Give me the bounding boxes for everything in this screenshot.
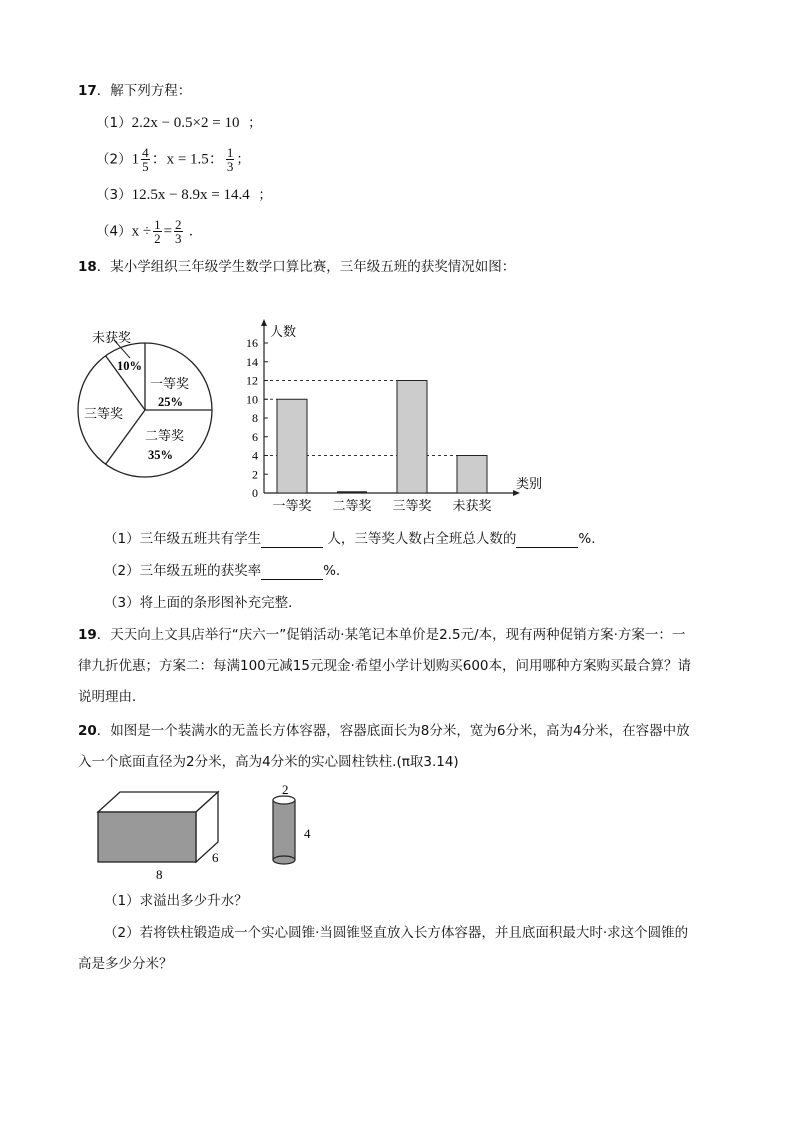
- bar-y-tick-label: 10: [246, 392, 258, 407]
- cylinder-top: [273, 796, 295, 804]
- bar-y-tick-label: 14: [246, 354, 258, 369]
- q20-line1: [78, 722, 690, 740]
- bar-y-tick-label: 16: [246, 336, 258, 350]
- cylinder-height-label: 4: [304, 826, 311, 841]
- cylinder-bottom: [273, 856, 295, 864]
- box-figure: [88, 782, 238, 882]
- q17-item-2-whole: 1: [131, 151, 140, 168]
- q17-number: 17: [78, 83, 97, 99]
- q19-line3: 说明理由．: [78, 689, 146, 705]
- pie-label-third: 三等奖: [84, 407, 124, 422]
- q18-blank-third-pct[interactable]: [516, 533, 578, 548]
- box-length-label: 8: [156, 867, 163, 882]
- pie-pct-first: 25%: [158, 395, 183, 409]
- bar-x-category-label: 三等奖: [392, 499, 432, 514]
- q19-line1: [78, 626, 685, 644]
- q19-number: 19: [78, 627, 97, 643]
- q17-title: [78, 82, 191, 100]
- q17-item-4-tail: ．: [188, 223, 203, 240]
- q17-item-2-frac-2: $\frac{1}{3}$: [226, 145, 234, 174]
- q18-sub1-a: （1）三年级五班共有学生: [104, 531, 262, 547]
- q17-item-4-eq: =: [163, 223, 173, 240]
- q17-item-4-frac-2: $\frac{2}{3}$: [175, 217, 182, 246]
- bar-y-tick-label: 12: [246, 373, 258, 388]
- q18-blank-award-rate[interactable]: [261, 565, 323, 580]
- q18-sub2-b: %.: [323, 563, 341, 579]
- q20-sub1: （1）求溢出多少升水？: [104, 893, 248, 909]
- bar-x-categories: [272, 498, 491, 514]
- q19-line1-text: ．天天向上文具店举行“庆六一”促销活动·某笔记本单价是2.5元/本，现有两种促销方案·方案一：一: [96, 627, 686, 643]
- pie-label-none: 未获奖: [92, 331, 132, 346]
- q17-item-4-label: （4）: [96, 223, 132, 240]
- pie-label-first: 一等奖: [150, 377, 190, 392]
- bar-y-tick-label: 4: [252, 448, 258, 463]
- q18-number: 18: [78, 259, 97, 275]
- q17-item-2-mid: ：x = 1.5：: [151, 151, 224, 168]
- bar-x-category-label: 二等奖: [332, 499, 372, 514]
- q17-item-2-tail: ；: [236, 151, 250, 168]
- bar-y-tick-label: 2: [252, 467, 258, 482]
- q17-item-2-label: （2）: [96, 151, 132, 168]
- q17-item-2-frac-1: $\frac{4}{5}$: [142, 145, 149, 174]
- cylinder-figure: [262, 784, 322, 874]
- box-width-label: 6: [212, 850, 219, 865]
- bar-y-ticks: [246, 336, 268, 500]
- cylinder-body: [273, 800, 295, 860]
- q17-item-4: [96, 218, 202, 252]
- q20-number: 20: [78, 723, 97, 739]
- bar-y-label: 人数: [270, 325, 297, 340]
- pie-label-second: 二等奖: [145, 429, 185, 444]
- bar-1: [277, 399, 307, 493]
- q17-item-3: [96, 186, 272, 204]
- bar-y-tick-label: 8: [252, 411, 258, 425]
- box-front-face: [98, 812, 196, 862]
- q17-item-1-expr: 2.2x − 0.5×2 = 10: [131, 115, 240, 131]
- q17-item-3-tail: ；: [258, 187, 272, 203]
- bar-x-category-label: 一等奖: [272, 499, 312, 514]
- q20-sub2-line1: （2）若将铁柱锻造成一个实心圆锥·当圆锥竖直放入长方体容器，并且底面积最大时·求这个圆锥的: [104, 925, 689, 941]
- q18-title: [78, 258, 515, 276]
- q18-sub2: [104, 562, 340, 580]
- q17-item-1: [96, 114, 262, 132]
- bar-x-label: 类别: [516, 477, 543, 492]
- bar-4: [457, 456, 487, 494]
- pie-chart: [70, 318, 230, 518]
- q17-item-4-pre: x ÷: [131, 223, 152, 240]
- q18-sub2-a: （2）三年级五班的获奖率: [104, 563, 262, 579]
- q18-title-text: ．某小学组织三年级学生数学口算比赛，三年级五班的获奖情况如图：: [96, 259, 516, 275]
- q17-item-1-tail: ；: [248, 115, 262, 131]
- q18-blank-students[interactable]: [261, 533, 323, 548]
- q17-item-4-frac-1: $\frac{1}{2}$: [154, 217, 161, 246]
- bar-y-axis-arrow: [261, 319, 267, 326]
- q19-line2: 律九折优惠；方案二：每满100元减15元现金·希望小学计划购买600本，问用哪种方案购买最合算？请: [78, 658, 692, 674]
- q18-sub3: （3）将上面的条形图补充完整．: [104, 595, 302, 611]
- q18-sub1-c: %.: [578, 531, 596, 547]
- bar-x-category-label: 未获奖: [452, 499, 492, 514]
- q20-line2: 入一个底面直径为2分米，高为4分米的实心圆柱铁柱.(π取3.14): [78, 754, 459, 770]
- cylinder-diameter-label: 2: [282, 784, 289, 797]
- q17-item-3-expr: 12.5x − 8.9x = 14.4: [131, 187, 250, 203]
- bar-bars: [277, 381, 487, 494]
- q17-item-2: [96, 146, 250, 180]
- bar-3: [397, 381, 427, 494]
- q17-item-3-label: （3）: [96, 187, 132, 203]
- pie-pct-none: 10%: [117, 359, 142, 373]
- q18-sub1: [104, 530, 596, 548]
- bar-y-tick-label: 0: [252, 486, 258, 500]
- q20-sub2-line2: 高是多少分米？: [78, 956, 173, 972]
- q17-title-text: ．解下列方程：: [96, 83, 192, 99]
- bar-y-tick-label: 6: [252, 429, 258, 444]
- bar-chart: [228, 318, 558, 518]
- q18-sub1-b: 人，三等奖人数占全班总人数的: [327, 531, 517, 547]
- pie-pct-second: 35%: [148, 448, 173, 462]
- q17-item-1-label: （1）: [96, 115, 132, 131]
- q20-line1-text: ．如图是一个装满水的无盖长方体容器，容器底面长为8分米，宽为6分米，高为4分米，在容器中放: [96, 723, 690, 739]
